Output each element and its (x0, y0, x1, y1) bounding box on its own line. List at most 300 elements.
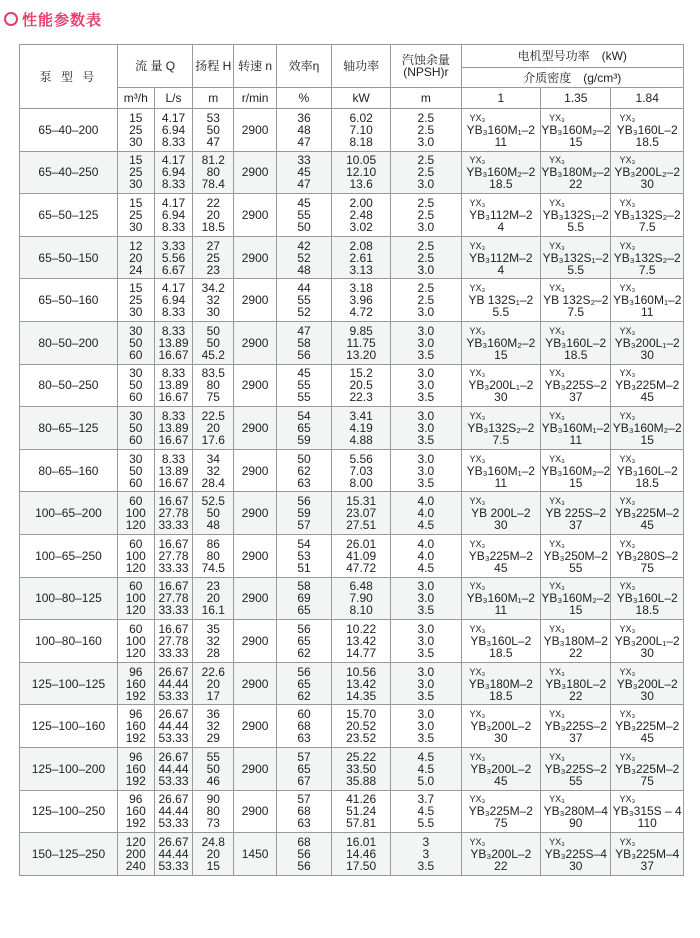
flow-ls-cell (154, 747, 193, 790)
motor-power: 30 (494, 390, 508, 405)
shaft-power-cell (332, 194, 391, 237)
motor-power: 15 (640, 432, 654, 447)
efficiency-cell-value: 33 (297, 153, 311, 168)
motor-power: 110 (637, 816, 657, 831)
shaft-power-cell-value: 15.2 (349, 366, 373, 381)
flow-m3h-cell-value: 120 (125, 645, 146, 660)
shaft-power-cell-value: 3.02 (349, 219, 373, 234)
shaft-power-cell-value: 3.13 (349, 262, 373, 277)
efficiency-cell-value: 60 (297, 707, 311, 722)
motor-power: 7.5 (492, 432, 510, 447)
head-cell (193, 109, 234, 152)
flow-ls-cell-value: 44.44 (158, 761, 189, 776)
motor-model: YB₃160M₂–2 (466, 165, 536, 180)
flow-ls-cell-value: 8.33 (161, 451, 186, 466)
flow-m3h-cell (117, 534, 154, 577)
flow-ls-cell-value: 13.89 (158, 378, 189, 393)
model-cell: 100–65–200 (20, 492, 118, 535)
motor-power: 18.5 (635, 475, 659, 490)
motor-model: YB₃160M₂–2 (466, 335, 536, 350)
shaft-power-cell-value: 16.01 (346, 834, 377, 849)
table-row (20, 620, 684, 663)
npsh-cell-value: 3.5 (417, 603, 435, 618)
table-row (20, 407, 684, 450)
motor-series: YX₃ (619, 709, 636, 720)
motor-series: YX₃ (549, 623, 565, 634)
motor-cell (611, 790, 684, 833)
flow-ls-cell-value: 13.89 (158, 335, 189, 350)
shaft-power-cell-value: 23.07 (346, 506, 377, 521)
head-cell-value: 22.6 (201, 664, 225, 679)
motor-power: 75 (640, 560, 654, 575)
shaft-power-cell-value: 17.50 (346, 858, 377, 873)
flow-ls-cell (154, 279, 193, 322)
motor-series: YX₃ (469, 453, 486, 464)
motor-power: 11 (569, 432, 582, 447)
head-cell-value: 83.5 (201, 366, 225, 381)
motor-power: 15 (569, 134, 583, 149)
motor-cell (461, 321, 541, 364)
flow-ls-cell (154, 833, 193, 876)
motor-power: 45 (640, 731, 654, 746)
shaft-power-cell-value: 22.3 (349, 390, 373, 405)
speed-cell: 2900 (234, 194, 277, 237)
npsh-cell-value: 3.0 (417, 323, 435, 338)
flow-ls-cell-value: 3.33 (161, 238, 186, 253)
flow-ls-cell-value: 4.17 (161, 153, 186, 168)
motor-series: YX₃ (619, 410, 636, 421)
speed-cell: 2900 (234, 790, 277, 833)
motor-series: YX₃ (469, 197, 486, 208)
motor-series: YX₃ (619, 197, 636, 208)
shaft-power-cell-value: 12.10 (346, 165, 377, 180)
head-cell-value: 22 (206, 195, 220, 210)
speed-cell: 2900 (234, 620, 277, 663)
npsh-cell-value: 3.0 (417, 676, 435, 691)
motor-model: YB₃225S–2 (544, 761, 607, 776)
motor-power: 45 (640, 518, 654, 533)
flow-m3h-cell-value: 100 (125, 591, 146, 606)
head-cell (193, 577, 234, 620)
table-row (20, 449, 684, 492)
efficiency-cell-value: 55 (297, 293, 311, 308)
efficiency-cell-value: 55 (297, 207, 311, 222)
motor-model: YB₃225M–2 (468, 804, 533, 819)
flow-ls-cell-value: 6.94 (161, 122, 186, 137)
table-row (20, 577, 684, 620)
motor-power: 45 (640, 390, 654, 405)
flow-m3h-cell (117, 790, 154, 833)
npsh-cell-value: 2.5 (417, 238, 435, 253)
shaft-power-cell-value: 6.02 (349, 110, 373, 125)
motor-model: YB₃200L₂–2 (614, 165, 681, 180)
model-cell: 150–125–250 (20, 833, 118, 876)
motor-power: 11 (494, 603, 508, 618)
motor-series: YX₃ (619, 240, 636, 251)
shaft-power-cell (332, 321, 391, 364)
flow-m3h-cell-value: 192 (125, 688, 146, 703)
flow-ls-cell-value: 4.17 (161, 281, 186, 296)
motor-model: YB₃160L–2 (545, 335, 607, 350)
shaft-power-cell-value: 51.24 (346, 804, 377, 819)
flow-m3h-cell (117, 109, 154, 152)
flow-ls-cell (154, 364, 193, 407)
flow-ls-cell-value: 16.67 (158, 536, 189, 551)
motor-cell (611, 492, 684, 535)
motor-model: YB₃132S₁–2 (542, 250, 609, 265)
table-row (20, 364, 684, 407)
head-cell (193, 279, 234, 322)
motor-model: YB₃160M₂–2 (541, 463, 611, 478)
flow-ls-cell-value: 27.78 (158, 548, 189, 563)
flow-m3h-cell-value: 60 (129, 347, 143, 362)
motor-cell (541, 790, 611, 833)
head-cell-value: 47 (206, 134, 220, 149)
unit-pct: % (276, 88, 331, 109)
head-cell-value: 29 (206, 731, 220, 746)
npsh-cell-value: 3.0 (417, 408, 435, 423)
motor-series: YX₃ (549, 794, 565, 805)
flow-m3h-cell-value: 160 (125, 719, 146, 734)
speed-cell: 2900 (234, 705, 277, 748)
efficiency-cell-value: 56 (297, 664, 311, 679)
shaft-power-cell-value: 2.00 (349, 195, 373, 210)
shaft-power-cell-value: 20.5 (349, 378, 373, 393)
npsh-cell (391, 577, 461, 620)
npsh-cell-value: 3.5 (417, 432, 435, 447)
head-cell-value: 74.5 (201, 560, 225, 575)
motor-power: 7.5 (638, 219, 656, 234)
motor-model: YB₃160M₂–2 (541, 122, 611, 137)
motor-model: YB₃160M₁–2 (466, 122, 535, 137)
efficiency-cell (276, 662, 331, 705)
efficiency-cell-value: 36 (297, 110, 311, 125)
npsh-cell (391, 364, 461, 407)
flow-ls-cell-value: 16.67 (158, 432, 189, 447)
flow-m3h-cell-value: 15 (129, 195, 143, 210)
table-row (20, 236, 684, 279)
shaft-power-cell-value: 26.01 (346, 536, 377, 551)
efficiency-cell-value: 68 (297, 719, 311, 734)
table-row (20, 492, 684, 535)
head-cell (193, 449, 234, 492)
shaft-power-cell-value: 10.22 (346, 621, 377, 636)
efficiency-cell (276, 364, 331, 407)
npsh-cell (391, 790, 461, 833)
motor-cell (461, 279, 541, 322)
efficiency-cell-value: 62 (297, 463, 311, 478)
motor-cell (611, 577, 684, 620)
motor-cell (611, 151, 684, 194)
flow-ls-cell-value: 6.94 (161, 165, 186, 180)
flow-m3h-cell-value: 160 (125, 761, 146, 776)
motor-model: YB₃200L–2 (470, 719, 532, 734)
flow-m3h-cell-value: 200 (125, 846, 146, 861)
efficiency-cell-value: 65 (297, 633, 311, 648)
flow-m3h-cell (117, 407, 154, 450)
motor-model: YB₃160M₁–2 (466, 591, 535, 606)
head-cell-value: 45.2 (201, 347, 225, 362)
motor-model: YB₃160M₂–2 (612, 420, 682, 435)
head-cell-value: 32 (206, 633, 220, 648)
flow-m3h-cell-value: 30 (129, 305, 143, 320)
shaft-power-cell-value: 2.61 (349, 250, 373, 265)
motor-model: YB 132S₂–2 (543, 293, 609, 308)
flow-m3h-cell-value: 120 (125, 518, 146, 533)
motor-model: YB₃160M₁–2 (466, 463, 535, 478)
speed-cell: 2900 (234, 407, 277, 450)
head-cell-value: 48 (206, 518, 220, 533)
motor-model: YB₃225M–2 (615, 378, 680, 393)
flow-ls-cell-value: 27.78 (158, 506, 189, 521)
header-shaft-power: 轴功率 (332, 45, 391, 88)
motor-cell (541, 449, 611, 492)
motor-cell (611, 705, 684, 748)
head-cell (193, 194, 234, 237)
flow-ls-cell-value: 26.67 (158, 749, 189, 764)
head-cell-value: 46 (206, 773, 220, 788)
flow-m3h-cell-value: 50 (129, 420, 143, 435)
motor-cell (611, 747, 684, 790)
efficiency-cell-value: 57 (297, 792, 311, 807)
motor-cell (461, 705, 541, 748)
head-cell-value: 86 (206, 536, 220, 551)
npsh-cell-value: 3.5 (417, 731, 435, 746)
motor-series: YX₃ (619, 368, 636, 379)
flow-ls-cell-value: 8.33 (161, 305, 186, 320)
flow-m3h-cell-value: 192 (125, 731, 146, 746)
motor-series: YX₃ (549, 538, 565, 549)
npsh-cell (391, 747, 461, 790)
npsh-cell-value: 2.5 (417, 293, 435, 308)
flow-m3h-cell-value: 96 (129, 749, 143, 764)
header-efficiency: 效率η (276, 45, 331, 88)
efficiency-cell-value: 56 (297, 494, 311, 509)
head-cell-value: 80 (206, 378, 220, 393)
speed-cell: 2900 (234, 747, 277, 790)
model-cell: 100–80–160 (20, 620, 118, 663)
flow-ls-cell (154, 449, 193, 492)
motor-cell (541, 279, 611, 322)
shaft-power-cell-value: 33.50 (346, 761, 377, 776)
shaft-power-cell (332, 534, 391, 577)
shaft-power-cell (332, 747, 391, 790)
flow-ls-cell (154, 577, 193, 620)
efficiency-cell-value: 45 (297, 366, 311, 381)
efficiency-cell (276, 109, 331, 152)
npsh-cell-value: 3.0 (417, 707, 435, 722)
motor-cell (541, 321, 611, 364)
motor-power: 18.5 (635, 134, 659, 149)
motor-cell (541, 620, 611, 663)
flow-m3h-cell (117, 151, 154, 194)
flow-ls-cell-value: 53.33 (158, 688, 189, 703)
motor-model: YB₃225M–2 (468, 548, 533, 563)
flow-m3h-cell-value: 30 (129, 366, 143, 381)
head-cell (193, 492, 234, 535)
head-cell-value: 20 (206, 676, 220, 691)
flow-m3h-cell-value: 96 (129, 792, 143, 807)
motor-model: YB₃160M₁–2 (541, 420, 610, 435)
shaft-power-cell (332, 109, 391, 152)
flow-ls-cell (154, 151, 193, 194)
table-row (20, 151, 684, 194)
npsh-cell-value: 3.5 (417, 688, 435, 703)
speed-cell: 2900 (234, 109, 277, 152)
motor-model: YB 200L–2 (471, 506, 531, 521)
npsh-cell-value: 3.0 (417, 420, 435, 435)
table-row (20, 790, 684, 833)
efficiency-cell-value: 63 (297, 475, 311, 490)
motor-power: 37 (640, 858, 654, 873)
motor-cell (611, 321, 684, 364)
motor-model: YB₃160L–2 (470, 633, 532, 648)
motor-power: 30 (640, 645, 654, 660)
motor-model: YB 132S₁–2 (468, 293, 534, 308)
motor-series: YX₃ (549, 836, 565, 847)
npsh-cell-value: 4.0 (417, 506, 435, 521)
motor-series: YX₃ (619, 623, 636, 634)
motor-cell (541, 364, 611, 407)
motor-power: 4 (497, 219, 505, 234)
motor-series: YX₃ (469, 112, 486, 123)
motor-power: 22 (569, 645, 583, 660)
shaft-power-cell (332, 790, 391, 833)
motor-cell (611, 833, 684, 876)
head-cell (193, 321, 234, 364)
efficiency-cell-value: 67 (297, 773, 311, 788)
shaft-power-cell-value: 7.90 (349, 591, 373, 606)
motor-model: YB 225S–2 (545, 506, 607, 521)
motor-power: 5.5 (492, 305, 510, 320)
flow-ls-cell-value: 6.94 (161, 293, 186, 308)
head-cell-value: 32 (206, 719, 220, 734)
npsh-cell (391, 705, 461, 748)
head-cell-value: 75 (206, 390, 220, 405)
flow-ls-cell-value: 8.33 (161, 366, 186, 381)
npsh-cell-value: 3.0 (417, 451, 435, 466)
head-cell-value: 32 (206, 463, 220, 478)
motor-power: 30 (494, 518, 508, 533)
efficiency-cell-value: 57 (297, 518, 311, 533)
motor-series: YX₃ (469, 410, 486, 421)
flow-ls-cell (154, 534, 193, 577)
npsh-cell-value: 3.7 (417, 792, 435, 807)
table-row (20, 194, 684, 237)
shaft-power-cell-value: 10.56 (346, 664, 377, 679)
motor-model: YB₃160M₂–2 (541, 591, 611, 606)
shaft-power-cell (332, 279, 391, 322)
motor-power: 22 (569, 177, 583, 192)
head-cell-value: 80 (206, 804, 220, 819)
table-row (20, 534, 684, 577)
efficiency-cell-value: 51 (297, 560, 311, 575)
head-cell-value: 78.4 (201, 177, 225, 192)
motor-series: YX₃ (549, 709, 565, 720)
shaft-power-cell (332, 705, 391, 748)
efficiency-cell (276, 407, 331, 450)
motor-cell (611, 194, 684, 237)
motor-model: YB₃280S–2 (616, 548, 679, 563)
speed-cell: 2900 (234, 492, 277, 535)
motor-series: YX₃ (549, 368, 565, 379)
efficiency-cell-value: 57 (297, 749, 311, 764)
motor-cell (541, 492, 611, 535)
motor-cell (611, 279, 684, 322)
efficiency-cell-value: 47 (297, 323, 311, 338)
npsh-cell-value: 2.5 (417, 153, 435, 168)
header-flow: 流 量 Q (117, 45, 192, 88)
motor-cell (541, 407, 611, 450)
head-cell-value: 50 (206, 122, 220, 137)
flow-ls-cell (154, 492, 193, 535)
efficiency-cell-value: 54 (297, 408, 311, 423)
flow-m3h-cell (117, 620, 154, 663)
flow-m3h-cell-value: 60 (129, 390, 143, 405)
head-cell-value: 90 (206, 792, 220, 807)
motor-power: 18.5 (489, 645, 513, 660)
model-cell: 80–65–160 (20, 449, 118, 492)
efficiency-cell (276, 833, 331, 876)
head-cell-value: 16.1 (201, 603, 225, 618)
head-cell-value: 20 (206, 846, 220, 861)
npsh-cell (391, 321, 461, 364)
motor-series: YX₃ (619, 794, 636, 805)
head-cell-value: 20 (206, 207, 220, 222)
efficiency-cell-value: 52 (297, 305, 311, 320)
flow-ls-cell (154, 662, 193, 705)
shaft-power-cell (332, 620, 391, 663)
flow-ls-cell-value: 26.67 (158, 792, 189, 807)
npsh-cell-value: 3.5 (417, 858, 435, 873)
motor-power: 4 (497, 262, 505, 277)
flow-ls-cell-value: 4.17 (161, 195, 186, 210)
flow-m3h-cell-value: 15 (129, 110, 143, 125)
motor-power: 75 (494, 816, 508, 831)
motor-cell (461, 790, 541, 833)
flow-ls-cell-value: 44.44 (158, 676, 189, 691)
motor-power: 37 (569, 518, 583, 533)
motor-power: 7.5 (567, 305, 585, 320)
efficiency-cell-value: 65 (297, 761, 311, 776)
efficiency-cell-value: 55 (297, 378, 311, 393)
head-cell-value: 27 (206, 238, 220, 253)
motor-model: YB₃225M–4 (615, 846, 680, 861)
efficiency-cell-value: 54 (297, 536, 311, 551)
motor-model: YB₃180M–2 (468, 676, 533, 691)
shaft-power-cell-value: 7.03 (349, 463, 373, 478)
flow-m3h-cell (117, 194, 154, 237)
motor-series: YX₃ (619, 538, 636, 549)
shaft-power-cell-value: 2.08 (349, 238, 373, 253)
motor-series: YX₃ (469, 155, 486, 166)
flow-m3h-cell (117, 236, 154, 279)
npsh-cell-value: 2.5 (417, 250, 435, 265)
motor-cell (541, 747, 611, 790)
flow-m3h-cell-value: 30 (129, 177, 143, 192)
flow-m3h-cell-value: 60 (129, 475, 143, 490)
motor-series: YX₃ (549, 155, 565, 166)
flow-m3h-cell (117, 321, 154, 364)
shaft-power-cell (332, 364, 391, 407)
flow-ls-cell-value: 26.67 (158, 707, 189, 722)
motor-model: YB₃160M₁–2 (613, 293, 682, 308)
head-cell (193, 364, 234, 407)
head-cell-value: 23 (206, 262, 220, 277)
efficiency-cell (276, 534, 331, 577)
motor-model: YB₃132S₁–2 (542, 207, 609, 222)
npsh-cell-value: 3 (422, 846, 430, 861)
